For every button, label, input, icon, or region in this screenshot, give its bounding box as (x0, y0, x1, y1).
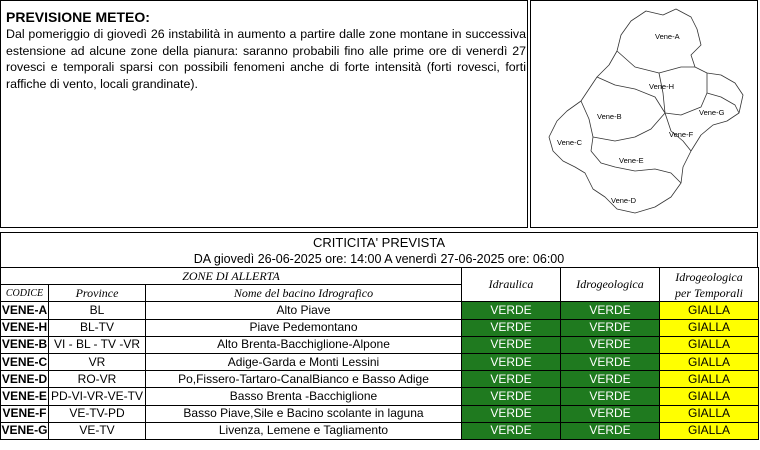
status-temporali: GIALLA (660, 422, 759, 439)
table-row (1, 388, 759, 405)
col-idraulica-header: Idraulica (462, 268, 561, 302)
zone-code: VENE-G (1, 422, 49, 439)
zone-province: RO-VR (49, 371, 146, 388)
zone-bacino: Basso Brenta -Bacchiglione (146, 388, 462, 405)
criticita-header (0, 232, 758, 268)
status-idraulica: VERDE (462, 371, 561, 388)
status-temporali: GIALLA (660, 405, 759, 422)
status-idrogeologica: VERDE (561, 422, 660, 439)
zone-province: BL (49, 302, 146, 319)
map-label-vene-d: Vene-D (611, 196, 637, 205)
table-row (1, 353, 759, 370)
col-idrogeologica-header: Idrogeologica (561, 268, 660, 302)
status-idrogeologica: VERDE (561, 302, 660, 319)
zone-bacino: Livenza, Lemene e Tagliamento (146, 422, 462, 439)
col-temporali-header (660, 268, 759, 302)
border-a-h (617, 51, 695, 73)
status-temporali: GIALLA (660, 371, 759, 388)
zone-map-svg (531, 1, 759, 229)
alert-zones-table (0, 267, 759, 440)
table-row (1, 405, 759, 422)
status-temporali: GIALLA (660, 353, 759, 370)
col-province-header: Province (49, 285, 146, 302)
zone-bacino: Po,Fissero-Tartaro-CanalBianco e Basso Adige (146, 371, 462, 388)
table-row (1, 336, 759, 353)
zone-code: VENE-H (1, 319, 49, 336)
status-idraulica: VERDE (462, 353, 561, 370)
zone-bacino: Piave Pedemontano (146, 319, 462, 336)
zone-bacino: Adige-Garda e Monti Lessini (146, 353, 462, 370)
criticita-title: CRITICITA' PREVISTA (312, 235, 445, 250)
table-header-row-1 (1, 268, 759, 285)
status-temporali: GIALLA (660, 302, 759, 319)
map-label-vene-b: Vene-B (597, 112, 622, 121)
veneto-zone-map (530, 0, 758, 228)
map-label-vene-c: Vene-C (557, 138, 583, 147)
status-idrogeologica: VERDE (561, 336, 660, 353)
table-row (1, 371, 759, 388)
zone-bacino: Alto Brenta-Bacchiglione-Alpone (146, 336, 462, 353)
status-idrogeologica: VERDE (561, 353, 660, 370)
forecast-text: Dal pomeriggio di giovedì 26 instabilità in aumento a partire dalle zone montane in successiva estensione ad alcune zone della pianura: saranno probabili fino alle prime ore di venerdì 27 rovesci e temporali sparsi con possibili fenomeni anche di forte intensità (forti rovesci, forti raffiche di vento, locali grandinate). (6, 27, 526, 91)
zone-di-allerta-header: ZONE DI ALLERTA (1, 268, 462, 285)
status-idrogeologica: VERDE (561, 319, 660, 336)
zone-code: VENE-E (1, 388, 49, 405)
criticita-period: DA giovedì 26-06-2025 ore: 14:00 A venerdì 27-06-2025 ore: 06:00 (193, 252, 565, 266)
table-row (1, 302, 759, 319)
table-row (1, 422, 759, 439)
status-idraulica: VERDE (462, 336, 561, 353)
zone-province: PD-VI-VR-VE-TV (49, 388, 146, 405)
map-label-vene-g: Vene-G (699, 108, 725, 117)
status-idraulica: VERDE (462, 405, 561, 422)
zone-code: VENE-F (1, 405, 49, 422)
border-b-c (581, 101, 593, 151)
status-temporali: GIALLA (660, 336, 759, 353)
zone-code: VENE-B (1, 336, 49, 353)
zone-bacino: Alto Piave (146, 302, 462, 319)
status-idraulica: VERDE (462, 388, 561, 405)
map-label-vene-f: Vene-F (669, 130, 694, 139)
zone-province: VE-TV-PD (49, 405, 146, 422)
status-idraulica: VERDE (462, 302, 561, 319)
map-label-vene-h: Vene-H (649, 82, 675, 91)
status-idrogeologica: VERDE (561, 388, 660, 405)
zone-code: VENE-C (1, 353, 49, 370)
col-temporali-line1: Idrogeologica (675, 269, 743, 284)
zone-province: BL-TV (49, 319, 146, 336)
forecast-panel (0, 0, 528, 228)
zone-province: VI - BL - TV -VR (49, 336, 146, 353)
status-temporali: GIALLA (660, 319, 759, 336)
status-idraulica: VERDE (462, 422, 561, 439)
col-temporali-line2: per Temporali (675, 285, 743, 300)
status-idraulica: VERDE (462, 319, 561, 336)
status-idrogeologica: VERDE (561, 371, 660, 388)
forecast-title: PREVISIONE METEO: (6, 9, 150, 25)
zone-province: VE-TV (49, 422, 146, 439)
col-bacino-header: Nome del bacino Idrografico (146, 285, 462, 302)
zone-bacino: Basso Piave,Sile e Bacino scolante in laguna (146, 405, 462, 422)
map-label-vene-a: Vene-A (655, 32, 680, 41)
status-idrogeologica: VERDE (561, 405, 660, 422)
status-temporali: GIALLA (660, 388, 759, 405)
zone-code: VENE-D (1, 371, 49, 388)
col-codice-header: CODICE (1, 285, 49, 302)
zone-code: VENE-A (1, 302, 49, 319)
map-label-vene-e: Vene-E (619, 156, 644, 165)
table-row (1, 319, 759, 336)
zone-province: VR (49, 353, 146, 370)
